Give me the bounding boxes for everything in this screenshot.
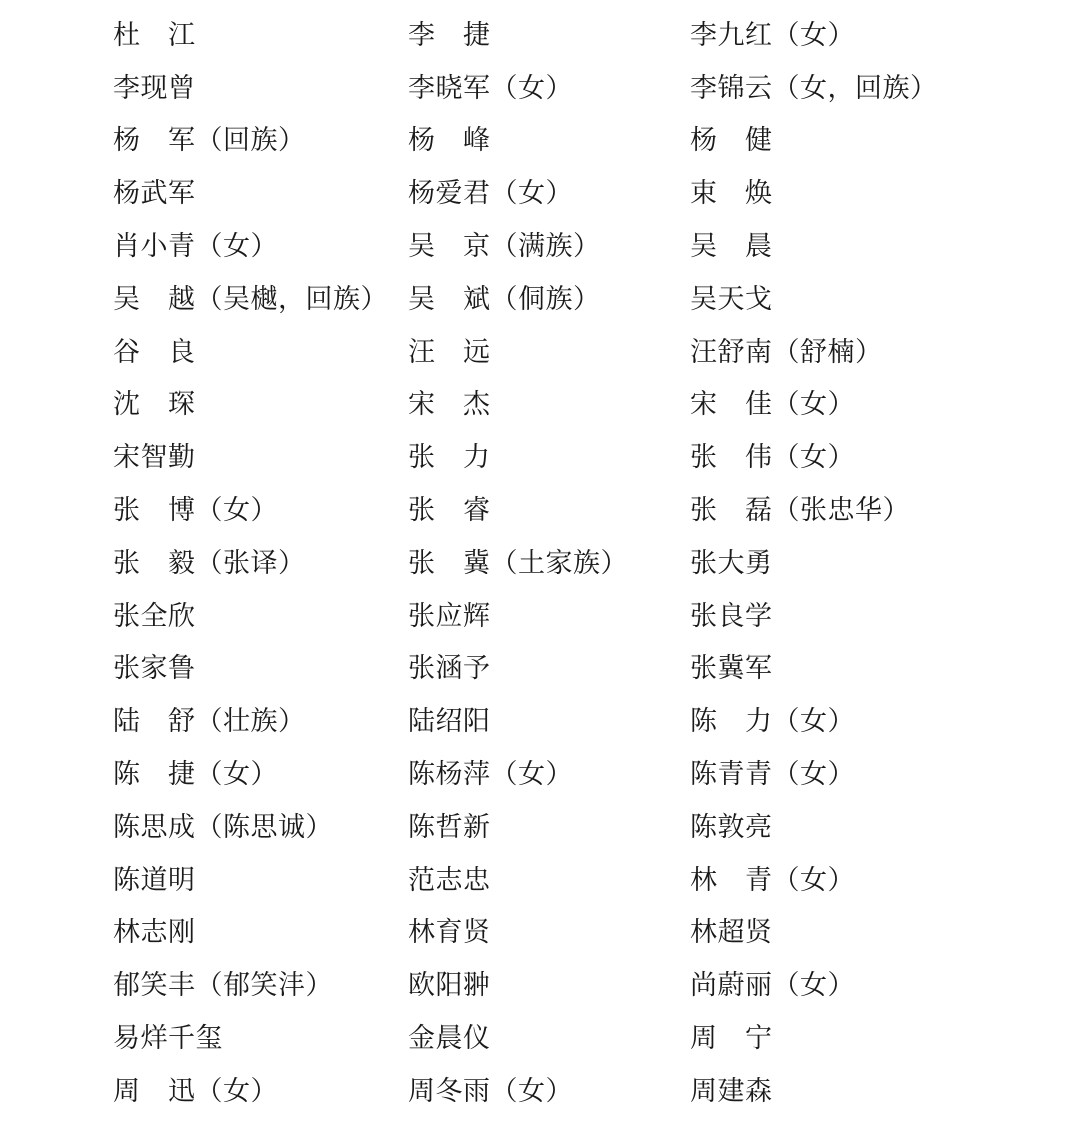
name-entry: 张 博（女） xyxy=(113,495,278,526)
name-entry: 宋 杰 xyxy=(408,389,491,420)
name-entry: 尚蔚丽（女） xyxy=(690,970,855,1001)
name-entry: 李现曾 xyxy=(113,72,196,103)
name-entry: 杜 江 xyxy=(113,19,196,50)
name-entry: 沈 琛 xyxy=(113,389,196,420)
name-row xyxy=(113,115,1060,168)
name-entry: 吴 越（吴樾，回族） xyxy=(113,283,388,314)
name-entry: 张 睿 xyxy=(408,495,491,526)
name-entry: 张 伟（女） xyxy=(690,442,855,473)
name-row xyxy=(113,643,1060,696)
name-entry: 张 磊（张忠华） xyxy=(690,495,910,526)
name-entry: 吴 斌（侗族） xyxy=(408,283,601,314)
name-row xyxy=(113,854,1060,907)
name-entry: 陆 舒（壮族） xyxy=(113,706,306,737)
name-row xyxy=(113,1065,1060,1118)
name-entry: 林育贤 xyxy=(408,917,491,948)
name-entry: 张应辉 xyxy=(408,600,491,631)
name-entry: 宋智勤 xyxy=(113,442,196,473)
name-entry: 吴 晨 xyxy=(690,231,773,262)
name-entry: 吴 京（满族） xyxy=(408,231,601,262)
name-row xyxy=(113,431,1060,484)
name-entry: 吴天戈 xyxy=(690,283,773,314)
name-entry: 陈 力（女） xyxy=(690,706,855,737)
name-entry: 陈杨萍（女） xyxy=(408,759,573,790)
name-entry: 易烊千玺 xyxy=(113,1023,223,1054)
name-entry: 张良学 xyxy=(690,600,773,631)
name-entry: 汪舒南（舒楠） xyxy=(690,336,883,367)
name-entry: 周 迅（女） xyxy=(113,1075,278,1106)
name-entry: 张 力 xyxy=(408,442,491,473)
name-entry: 金晨仪 xyxy=(408,1023,491,1054)
name-entry: 谷 良 xyxy=(113,336,196,367)
name-entry: 杨 军（回族） xyxy=(113,125,306,156)
name-row xyxy=(113,695,1060,748)
name-rows xyxy=(113,9,1060,1118)
name-entry: 林 青（女） xyxy=(690,864,855,895)
name-entry: 欧阳翀 xyxy=(408,970,491,1001)
name-row xyxy=(113,907,1060,960)
name-row xyxy=(113,748,1060,801)
name-entry: 杨 峰 xyxy=(408,125,491,156)
name-row xyxy=(113,167,1060,220)
name-row xyxy=(113,9,1060,62)
name-entry: 陈哲新 xyxy=(408,811,491,842)
name-entry: 郁笑丰（郁笑沣） xyxy=(113,970,333,1001)
name-entry: 张大勇 xyxy=(690,547,773,578)
name-entry: 张涵予 xyxy=(408,653,491,684)
name-entry: 周 宁 xyxy=(690,1023,773,1054)
name-entry: 张家鲁 xyxy=(113,653,196,684)
name-entry: 张全欣 xyxy=(113,600,196,631)
name-entry: 宋 佳（女） xyxy=(690,389,855,420)
name-entry: 陈道明 xyxy=(113,864,196,895)
name-entry: 林志刚 xyxy=(113,917,196,948)
name-row xyxy=(113,1012,1060,1065)
name-entry: 张 冀（土家族） xyxy=(408,547,628,578)
name-entry: 周冬雨（女） xyxy=(408,1075,573,1106)
name-entry: 李晓军（女） xyxy=(408,72,573,103)
name-entry: 陈思成（陈思诚） xyxy=(113,811,333,842)
name-row xyxy=(113,273,1060,326)
name-entry: 肖小青（女） xyxy=(113,231,278,262)
name-entry: 李锦云（女，回族） xyxy=(690,72,938,103)
name-entry: 陈 捷（女） xyxy=(113,759,278,790)
name-row xyxy=(113,379,1060,432)
name-row xyxy=(113,537,1060,590)
name-entry: 陈青青（女） xyxy=(690,759,855,790)
name-entry: 杨爱君（女） xyxy=(408,178,573,209)
name-entry: 杨武军 xyxy=(113,178,196,209)
name-entry: 李九红（女） xyxy=(690,19,855,50)
name-entry: 杨 健 xyxy=(690,125,773,156)
name-entry: 李 捷 xyxy=(408,19,491,50)
name-entry: 张 毅（张译） xyxy=(113,547,306,578)
name-row xyxy=(113,590,1060,643)
name-entry: 陆绍阳 xyxy=(408,706,491,737)
name-entry: 束 焕 xyxy=(690,178,773,209)
name-entry: 陈敦亮 xyxy=(690,811,773,842)
name-entry: 张冀军 xyxy=(690,653,773,684)
name-entry: 林超贤 xyxy=(690,917,773,948)
name-row xyxy=(113,801,1060,854)
name-row xyxy=(113,220,1060,273)
name-row xyxy=(113,959,1060,1012)
name-entry: 汪 远 xyxy=(408,336,491,367)
name-row xyxy=(113,62,1060,115)
name-entry: 周建森 xyxy=(690,1075,773,1106)
name-row xyxy=(113,484,1060,537)
name-entry: 范志忠 xyxy=(408,864,491,895)
name-row xyxy=(113,326,1060,379)
